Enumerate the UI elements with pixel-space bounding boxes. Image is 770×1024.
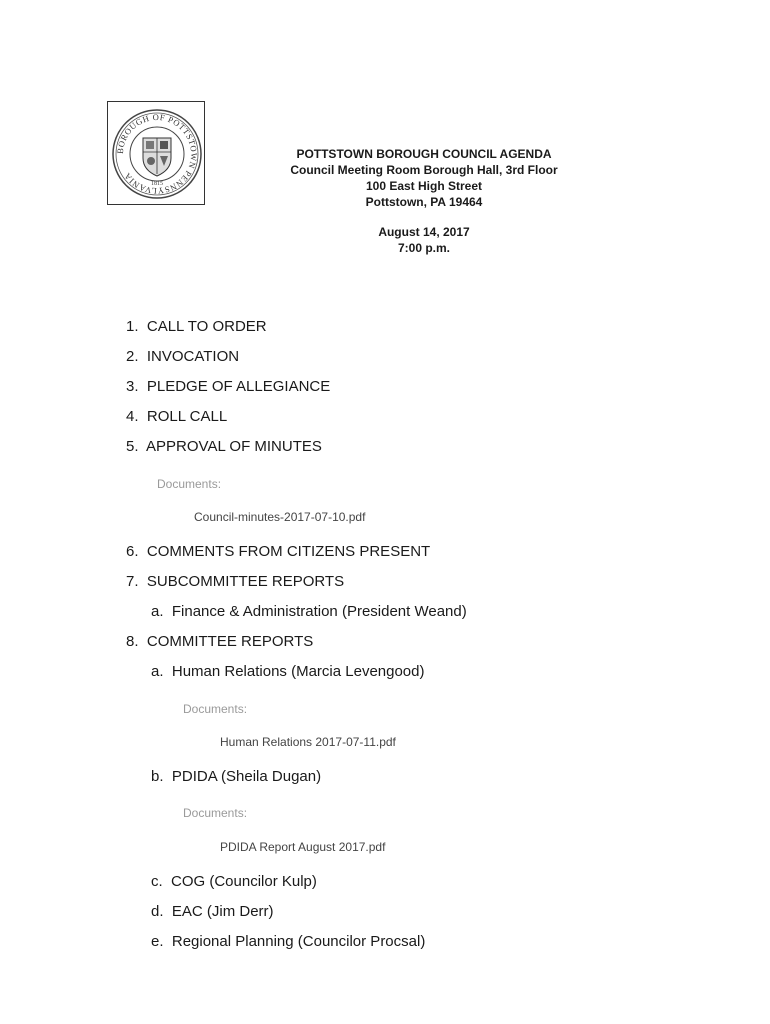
item-label: EAC (Jim Derr) <box>171 903 274 920</box>
item-label: COMMENTS FROM CITIZENS PRESENT <box>146 543 431 560</box>
agenda-subitem-8d <box>151 903 274 920</box>
agenda-subitem-7a <box>151 603 467 620</box>
item-label: ROLL CALL <box>146 408 228 425</box>
seal-year: 1815 <box>151 181 163 187</box>
agenda-subitem-8a <box>151 663 425 680</box>
document-link[interactable]: Council-minutes-2017-07-10.pdf <box>194 510 366 524</box>
item-number: 8. <box>126 633 139 650</box>
document-link[interactable]: Human Relations 2017-07-11.pdf <box>220 735 396 749</box>
item-label: COG (Councilor Kulp) <box>171 873 317 890</box>
item-label: PDIDA (Sheila Dugan) <box>171 768 322 785</box>
seal-ring-text: BOROUGH OF POTTSTOWN PENNSYLVANIA <box>114 111 200 197</box>
item-number: d. <box>151 903 164 920</box>
meeting-location: Council Meeting Room Borough Hall, 3rd Floor <box>290 163 558 177</box>
item-number: 7. <box>126 573 139 590</box>
borough-seal <box>107 101 205 205</box>
agenda-title: POTTSTOWN BOROUGH COUNCIL AGENDA <box>296 147 552 161</box>
item-number: 6. <box>126 543 139 560</box>
meeting-time: 7:00 p.m. <box>397 241 451 255</box>
agenda-item-5 <box>126 438 322 455</box>
item-label: SUBCOMMITTEE REPORTS <box>146 573 345 590</box>
item-number: 5. <box>126 438 139 455</box>
item-label: CALL TO ORDER <box>146 318 267 335</box>
item-label: PLEDGE OF ALLEGIANCE <box>146 378 331 395</box>
documents-label: Documents: <box>157 477 222 491</box>
agenda-header <box>254 146 594 256</box>
item-label: APPROVAL OF MINUTES <box>146 438 322 455</box>
documents-label: Documents: <box>183 806 248 820</box>
agenda-item-3 <box>126 378 330 395</box>
item-number: 3. <box>126 378 139 395</box>
agenda-item-4 <box>126 408 227 425</box>
street-address: 100 East High Street <box>365 179 483 193</box>
agenda-subitem-8b <box>151 768 321 785</box>
item-number: 2. <box>126 348 139 365</box>
item-number: 4. <box>126 408 139 425</box>
agenda-item-8 <box>126 633 313 650</box>
item-label: INVOCATION <box>146 348 240 365</box>
agenda-item-1 <box>126 318 267 335</box>
agenda-subitem-8c <box>151 873 317 890</box>
item-number: b. <box>151 768 164 785</box>
document-link[interactable]: PDIDA Report August 2017.pdf <box>220 840 386 854</box>
documents-label: Documents: <box>183 702 248 716</box>
agenda-item-6 <box>126 543 430 560</box>
item-label: Regional Planning (Councilor Procsal) <box>171 933 426 950</box>
item-number: c. <box>151 873 163 890</box>
item-number: 1. <box>126 318 139 335</box>
meeting-date: August 14, 2017 <box>378 225 470 239</box>
agenda-subitem-8e <box>151 933 425 950</box>
item-number: e. <box>151 933 164 950</box>
item-label: Human Relations (Marcia Levengood) <box>171 663 425 680</box>
seal-emblem-icon <box>111 108 203 200</box>
item-number: a. <box>151 663 164 680</box>
agenda-item-7 <box>126 573 344 590</box>
item-number: a. <box>151 603 164 620</box>
item-label: COMMITTEE REPORTS <box>146 633 314 650</box>
item-label: Finance & Administration (President Weand) <box>171 603 467 620</box>
city-address: Pottstown, PA 19464 <box>365 195 483 209</box>
agenda-item-2 <box>126 348 239 365</box>
